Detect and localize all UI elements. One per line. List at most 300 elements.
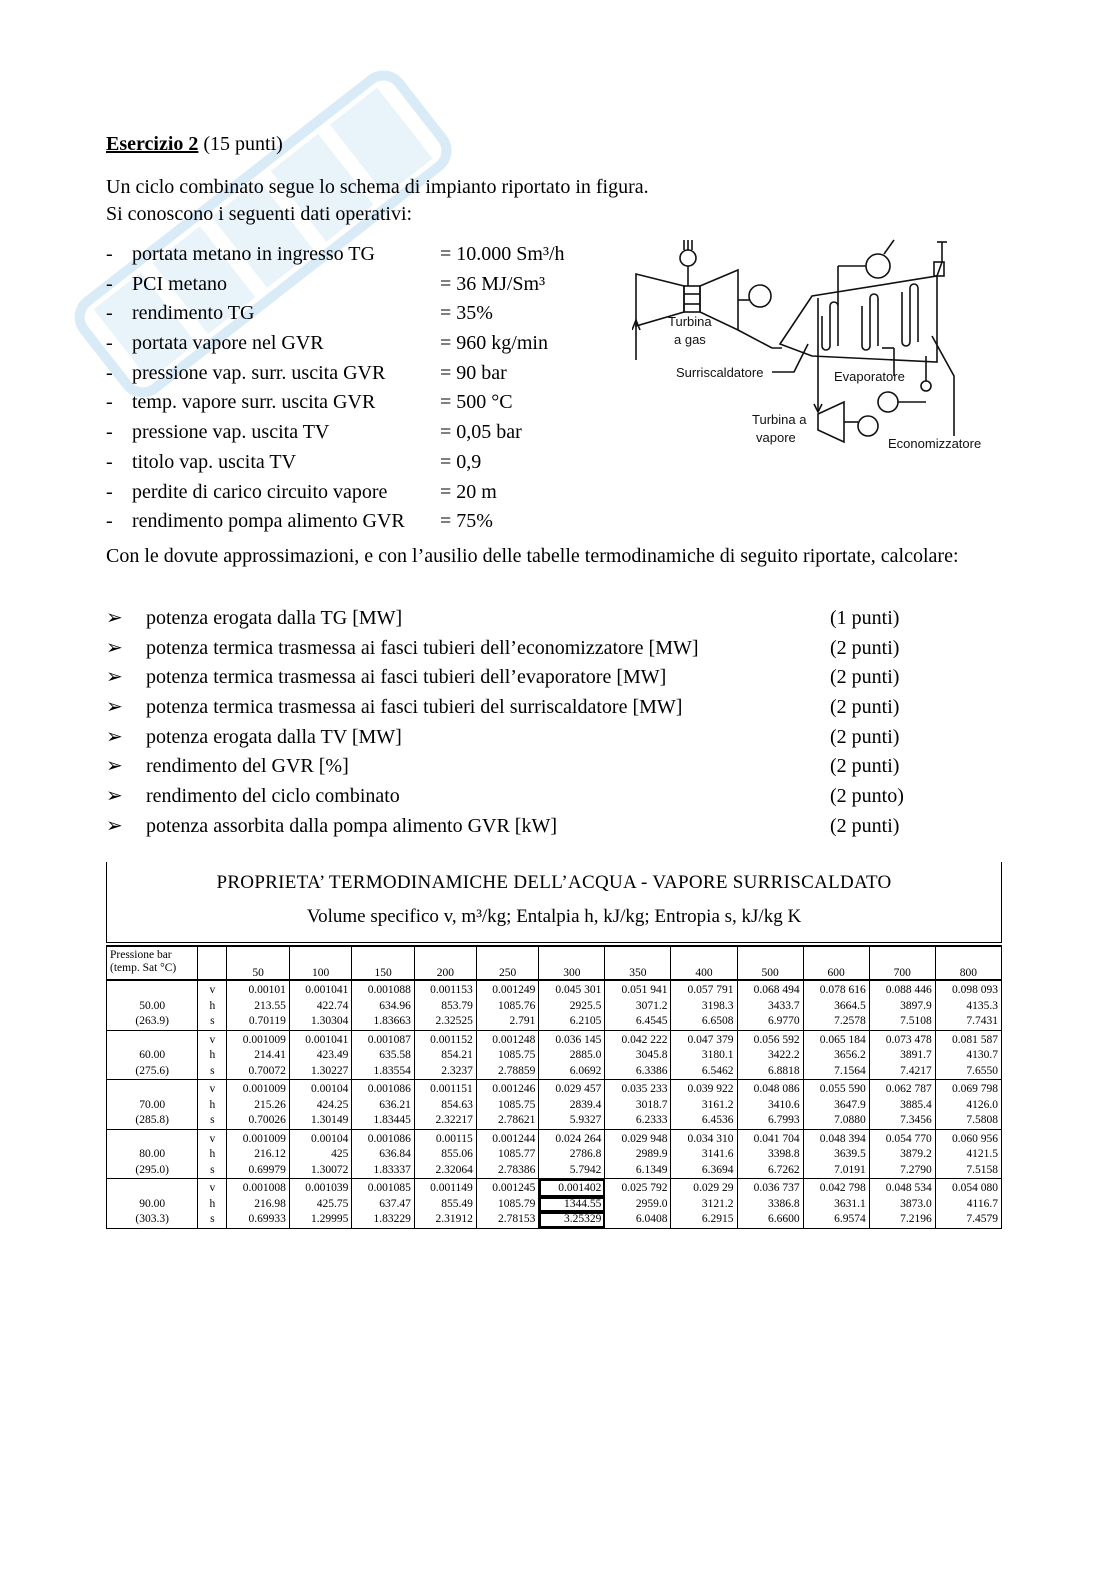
table-cell: 5.7942	[539, 1163, 605, 1179]
table-cell: 0.045 301	[539, 980, 605, 999]
steam-drum	[866, 254, 890, 278]
table-cell: 0.041 704	[737, 1129, 803, 1147]
table-cell: 6.1349	[605, 1163, 671, 1179]
table-cell: 7.4579	[935, 1212, 1001, 1228]
table-cell: 2.32525	[414, 1014, 476, 1030]
table-cell: 636.21	[352, 1098, 415, 1114]
table-cell: 7.4217	[869, 1064, 935, 1080]
table-cell: 0.001245	[476, 1179, 539, 1197]
table-cell: 4126.0	[935, 1098, 1001, 1114]
arrow-bullet-icon: ➢	[106, 607, 123, 629]
saturation-temp-value: (263.9)	[107, 1014, 198, 1030]
task-item	[106, 752, 926, 782]
table-cell: 855.49	[414, 1197, 476, 1213]
table-cell: 0.088 446	[869, 980, 935, 999]
task-text: potenza termica trasmessa ai fasci tubieri del surriscaldatore [MW]	[146, 696, 683, 719]
table-cell: 0.035 233	[605, 1080, 671, 1098]
quantity-label: h	[198, 1147, 227, 1163]
param-value: = 36 MJ/Sm³	[440, 272, 546, 295]
table-cell: 3018.7	[605, 1098, 671, 1114]
table-cell: 4130.7	[935, 1048, 1001, 1064]
task-points: (2 punti)	[830, 666, 900, 689]
task-text: rendimento del GVR [%]	[146, 755, 349, 778]
table-cell: 3422.2	[737, 1048, 803, 1064]
diagram-label-gas-turbine-2: a gas	[674, 332, 706, 347]
table-cell: 3897.9	[869, 999, 935, 1015]
table-row	[107, 1212, 1002, 1228]
arrow-bullet-icon: ➢	[106, 696, 123, 719]
table-cell: 1.83663	[352, 1014, 415, 1030]
table-cell: 6.5462	[671, 1064, 737, 1080]
quantity-label: s	[198, 1014, 227, 1030]
table-cell: 3639.5	[803, 1147, 869, 1163]
table-cell: 2925.5	[539, 999, 605, 1015]
steam-generator	[858, 416, 878, 436]
table-cell: 0.060 956	[935, 1129, 1001, 1147]
saturation-temp-value: (295.0)	[107, 1163, 198, 1179]
table-cell: 2.78386	[476, 1163, 539, 1179]
task-text: potenza termica trasmessa ai fasci tubieri dell’economizzatore [MW]	[146, 636, 699, 659]
saturation-temp-value: (303.3)	[107, 1212, 198, 1228]
table-cell: 2989.9	[605, 1147, 671, 1163]
table-cell: 3433.7	[737, 999, 803, 1015]
table-cell: 6.9574	[803, 1212, 869, 1228]
table-row	[107, 999, 1002, 1015]
param-value: = 75%	[440, 510, 493, 533]
quantity-label: s	[198, 1163, 227, 1179]
table-cell: 3.25329	[539, 1212, 605, 1228]
table-cell: 2.32064	[414, 1163, 476, 1179]
table-cell: 3631.1	[803, 1197, 869, 1213]
task-text: potenza assorbita dalla pompa alimento GVR [kW]	[146, 814, 557, 837]
table-cell: 1085.77	[476, 1147, 539, 1163]
table-cell: 4116.7	[935, 1197, 1001, 1213]
table-cell: 0.001041	[289, 1030, 352, 1048]
table-cell: 6.0408	[605, 1212, 671, 1228]
table-row	[107, 980, 1002, 999]
arrow-bullet-icon: ➢	[106, 814, 123, 837]
param-label: pressione vap. surr. uscita GVR	[132, 361, 386, 384]
table-cell: 2.3237	[414, 1064, 476, 1080]
table-cell: 0.001009	[227, 1030, 290, 1048]
param-label: temp. vapore surr. uscita GVR	[132, 391, 376, 414]
table-cell: 634.96	[352, 999, 415, 1015]
table-cell: 0.001086	[352, 1129, 415, 1147]
diagram-label-superheater: Surriscaldatore	[676, 365, 764, 380]
table-cell: 0.081 587	[935, 1030, 1001, 1048]
table-cell: 1.30304	[289, 1014, 352, 1030]
table-cell: 855.06	[414, 1147, 476, 1163]
table-row	[107, 1098, 1002, 1114]
table-cell: 0.001402	[539, 1179, 605, 1197]
table-cell: 0.001009	[227, 1129, 290, 1147]
table-cell: 0.001088	[352, 980, 415, 999]
page: Esercizio 2 (15 punti) Un ciclo combinato segue lo schema di impianto riportato in figura. Si conoscono i seguenti dati operativi: - portata metano in ingresso TG = 10.000 Sm³/h - PCI metano = 36 MJ/Sm³ - rendimento TG = 35% - portata vapore nel GVR = 960 kg/min - pressione vap. surr. uscita GVR = 90 bar - temp. vapore surr. uscita GVR = 500 °C - pressione vap. uscita TV = 0,05 bar - titolo vap. uscita TV = 0,9 - perdite di carico circuito vapore = 20 m - rendimento pompa alimento GVR = 75% Turbina a gas Surriscaldatore Evaporatore Turbina a vapore Economizzatore Con le dovute approssimazioni, e con l’ausilio delle tabelle termodinamiche di seguito riportate, calcolare: ➢ potenza erogata dalla TG [MW] (1 punti) ➢ potenza termica trasmessa ai fasci tubieri dell’economizzatore [MW] (2 punti) ➢ potenza termica trasmessa ai fasci tubieri dell’evaporatore [MW] (2 punti) ➢ potenza termica trasmessa ai fasci tubieri del surriscaldatore [MW] (2 punti) ➢ potenza erogata dalla TV [MW] (2 punti) ➢ rendimento del GVR [%] (2 punti) ➢ rendimento del ciclo combinato (2 punto) ➢ potenza assorbita dalla pompa alimento GVR [kW] (2 punti) PROPRIETA’ TERMODINAMICHE DELL’ACQUA - VAPORE SURRISCALDATO Volume specifico v, m³/kg; Entalpia h, kJ/kg; Entropia s, kJ/kg K Pressione bar (temp. Sat °C) 50 100 150 200 250 300 350 400 500 600 700 800 v 0.00101 0.001041 0.001088 0.001153 0.001249 0.045 301 0.051 941 0.057 791 0.068 494 0.078 616 0.088 446 0.098 093 50.00 h 213.55 422.74 634.96 853.79 1085.76 2925.5 3071.2 3198.3 3433.7 3664.5 3897.9 4135.3 (263.9) s 0.70119 1.30304 1.83663 2.32525 2.791 6.2105 6.4545 6.6508 6.9770 7.2578 7.5108 7.7431 v 0.001009 0.001041 0.001087 0.001152 0.001248 0.036 145 0.042 222 0.047 379 0.056 592 0.065 184 0.073 478 0.081 587 60.00 h 214.41 423.49 635.58 854.21 1085.75 2885.0 3045.8 3180.1 3422.2 3656.2 3891.7 4130.7 (275.6) s 0.70072 1.30227 1.83554 2.3237 2.78859 6.0692 6.3386 6.5462 6.8818 7.1564 7.4217 7.6550 v 0.001009 0.00104 0.001086 0.001151 0.001246 0.029 457 0.035 233 0.039 922 0.048 086 0.055 590 0.062 787 0.069 798 70.00 h 215.26 424.25 636.21 854.63 1085.75 2839.4 3018.7 3161.2 3410.6 3647.9 3885.4 4126.0 (285.8) s 0.70026 1.30149 1.83445 2.32217 2.78621 5.9327 6.2333 6.4536 6.7993 7.0880 7.3456 7.5808 v 0.001009 0.00104 0.001086 0.00115 0.001244 0.024 264 0.029 948 0.034 310 0.041 704 0.048 394 0.054 770 0.060 956 80.00 h 216.12 425 636.84 855.06 1085.77 2786.8 2989.9 3141.6 3398.8 3639.5 3879.2 4121.5 (295.0) s 0.69979 1.30072 1.83337 2.32064 2.78386 5.7942 6.1349 6.3694 6.7262 7.0191 7.2790 7.5158 v 0.001008 0.001039 0.001085 0.001149 0.001245 0.001402 0.025 792 0.029 29 0.036 737 0.042 798 0.048 534 0.054 080 90.00 h 216.98 425.75 637.47 855.49 1085.79 1344.55 2959.0 3121.2 3386.8 3631.1 3873.0 4116.7 (303.3) s 0.69933 1.29995 1.83229 2.31912 2.78153 3.25329 6.0408 6.2915 6.6600 6.9574 7.2196 7.4579	[0, 0, 1116, 1579]
table-cell: 1085.79	[476, 1197, 539, 1213]
param-value: = 20 m	[440, 480, 497, 503]
saturation-temp-value: (285.8)	[107, 1113, 198, 1129]
task-points: (2 punti)	[830, 636, 900, 659]
table-cell: 6.0692	[539, 1064, 605, 1080]
table-cell: 0.098 093	[935, 980, 1001, 999]
table-cell: 6.7262	[737, 1163, 803, 1179]
table-cell: 6.6600	[737, 1212, 803, 1228]
table-cell: 2885.0	[539, 1048, 605, 1064]
temperature-header: 350	[605, 946, 671, 980]
table-cell: 2839.4	[539, 1098, 605, 1114]
task-points: (2 punto)	[830, 785, 904, 808]
arrow-bullet-icon: ➢	[106, 725, 123, 748]
task-text: potenza erogata dalla TV [MW]	[146, 725, 402, 748]
table-cell: 7.5808	[935, 1113, 1001, 1129]
diagram-label-steam-turbine: Turbina a	[752, 412, 807, 427]
table-row	[107, 1129, 1002, 1147]
table-row	[107, 1048, 1002, 1064]
table-cell: 0.029 948	[605, 1129, 671, 1147]
table-cell: 216.12	[227, 1147, 290, 1163]
temperature-header: 200	[414, 946, 476, 980]
table-cell: 0.00104	[289, 1129, 352, 1147]
table-cell: 6.3386	[605, 1064, 671, 1080]
steam-properties-table	[106, 945, 1002, 1229]
table-cell: 0.078 616	[803, 980, 869, 999]
table-cell: 3879.2	[869, 1147, 935, 1163]
table-cell: 1.30149	[289, 1113, 352, 1129]
arrow-bullet-icon: ➢	[106, 785, 123, 808]
table-cell: 0.048 394	[803, 1129, 869, 1147]
param-value: = 500 °C	[440, 391, 513, 414]
pressure-spacer	[107, 1179, 198, 1197]
pressure-header-label: Pressione bar	[110, 949, 172, 961]
table-cell: 6.3694	[671, 1163, 737, 1179]
table-cell: 0.029 29	[671, 1179, 737, 1197]
table-cell: 2.32217	[414, 1113, 476, 1129]
table-cell: 2959.0	[605, 1197, 671, 1213]
table-cell: 424.25	[289, 1098, 352, 1114]
table-cell: 0.001249	[476, 980, 539, 999]
temperature-header: 100	[289, 946, 352, 980]
table-cell: 0.065 184	[803, 1030, 869, 1048]
table-cell: 7.2790	[869, 1163, 935, 1179]
table-cell: 6.2333	[605, 1113, 671, 1129]
param-value: = 10.000 Sm³/h	[440, 243, 565, 265]
table-cell: 4135.3	[935, 999, 1001, 1015]
table-cell: 1085.75	[476, 1098, 539, 1114]
quantity-label: v	[198, 1030, 227, 1048]
table-cell: 0.00101	[227, 980, 290, 999]
param-value: = 35%	[440, 302, 493, 325]
table-cell: 0.001087	[352, 1030, 415, 1048]
table-cell: 0.70119	[227, 1014, 290, 1030]
table-cell: 0.069 798	[935, 1080, 1001, 1098]
table-cell: 7.1564	[803, 1064, 869, 1080]
task-text: potenza termica trasmessa ai fasci tubieri dell’evaporatore [MW]	[146, 666, 667, 689]
table-cell: 6.7993	[737, 1113, 803, 1129]
quantity-label: h	[198, 1098, 227, 1114]
arrow-bullet-icon: ➢	[106, 755, 123, 778]
table-cell: 636.84	[352, 1147, 415, 1163]
table-cell: 0.054 770	[869, 1129, 935, 1147]
table-cell: 214.41	[227, 1048, 290, 1064]
table-cell: 7.0191	[803, 1163, 869, 1179]
table-cell: 854.21	[414, 1048, 476, 1064]
quantity-label: v	[198, 1129, 227, 1147]
table-cell: 0.001153	[414, 980, 476, 999]
table-cell: 6.2915	[671, 1212, 737, 1228]
table-cell: 7.5158	[935, 1163, 1001, 1179]
exercise-points: (15 punti)	[203, 133, 283, 155]
table-cell: 3161.2	[671, 1098, 737, 1114]
table-cell: 1.83445	[352, 1113, 415, 1129]
task-points: (2 punti)	[830, 725, 900, 748]
table-cell: 0.70072	[227, 1064, 290, 1080]
table-cell: 3885.4	[869, 1098, 935, 1114]
table-cell: 215.26	[227, 1098, 290, 1114]
table-cell: 1.83554	[352, 1064, 415, 1080]
quantity-label: v	[198, 1080, 227, 1098]
table-cell: 2.78859	[476, 1064, 539, 1080]
table-cell: 0.039 922	[671, 1080, 737, 1098]
table-cell: 0.001151	[414, 1080, 476, 1098]
quantity-label: v	[198, 1179, 227, 1197]
table-cell: 3180.1	[671, 1048, 737, 1064]
table-cell: 0.073 478	[869, 1030, 935, 1048]
table-cell: 0.001248	[476, 1030, 539, 1048]
pressure-value: 60.00	[107, 1048, 198, 1064]
table-cell: 3398.8	[737, 1147, 803, 1163]
arrow-bullet-icon: ➢	[106, 636, 123, 659]
combustor	[680, 250, 696, 266]
table-cell: 7.3456	[869, 1113, 935, 1129]
param-value: = 0,05 bar	[440, 421, 522, 444]
table-cell: 637.47	[352, 1197, 415, 1213]
table-cell: 2786.8	[539, 1147, 605, 1163]
diagram-label-gas-turbine: Turbina	[668, 314, 712, 329]
gas-generator	[749, 285, 771, 307]
table-cell: 2.78153	[476, 1212, 539, 1228]
param-value: = 0,9	[440, 450, 482, 473]
task-list	[106, 604, 926, 842]
table-cell: 7.2578	[803, 1014, 869, 1030]
table-header-row	[107, 946, 1002, 980]
table-cell: 2.791	[476, 1014, 539, 1030]
table-cell: 0.036 145	[539, 1030, 605, 1048]
quantity-label: h	[198, 1048, 227, 1064]
saturation-temp-value: (275.6)	[107, 1064, 198, 1080]
table-row	[107, 1163, 1002, 1179]
table-cell: 0.062 787	[869, 1080, 935, 1098]
table-cell: 0.00115	[414, 1129, 476, 1147]
task-item	[106, 634, 926, 664]
task-points: (1 punti)	[830, 607, 900, 629]
pressure-spacer	[107, 1030, 198, 1048]
quantity-label: s	[198, 1212, 227, 1228]
temperature-header: 800	[935, 946, 1001, 980]
table-cell: 7.7431	[935, 1014, 1001, 1030]
table-cell: 0.055 590	[803, 1080, 869, 1098]
table-row	[107, 1014, 1002, 1030]
diagram-label-steam-turbine-2: vapore	[756, 430, 796, 445]
temperature-header: 300	[539, 946, 605, 980]
table-cell: 2.78621	[476, 1113, 539, 1129]
task-points: (2 punti)	[830, 814, 900, 837]
temperature-header: 600	[803, 946, 869, 980]
exercise-name: Esercizio 2	[106, 133, 199, 155]
table-cell: 0.70026	[227, 1113, 290, 1129]
temperature-header: 250	[476, 946, 539, 980]
table-cell: 425.75	[289, 1197, 352, 1213]
table-cell: 3198.3	[671, 999, 737, 1015]
temperature-header: 700	[869, 946, 935, 980]
table-cell: 6.9770	[737, 1014, 803, 1030]
param-label: PCI metano	[132, 272, 227, 295]
table-cell: 3121.2	[671, 1197, 737, 1213]
table-cell: 7.5108	[869, 1014, 935, 1030]
table-cell: 6.2105	[539, 1014, 605, 1030]
pressure-value: 50.00	[107, 999, 198, 1015]
quantity-label: s	[198, 1113, 227, 1129]
table-cell: 0.001246	[476, 1080, 539, 1098]
table-cell: 0.051 941	[605, 980, 671, 999]
param-label: rendimento TG	[132, 302, 255, 325]
task-item	[106, 604, 926, 634]
quantity-header	[198, 946, 227, 980]
temperature-header: 500	[737, 946, 803, 980]
pressure-header	[107, 946, 198, 980]
table-cell: 213.55	[227, 999, 290, 1015]
table-cell: 0.001085	[352, 1179, 415, 1197]
diagram-label-economizer: Economizzatore	[888, 436, 982, 451]
pressure-value: 90.00	[107, 1197, 198, 1213]
table-cell: 0.034 310	[671, 1129, 737, 1147]
table-cell: 0.69933	[227, 1212, 290, 1228]
table-cell: 3410.6	[737, 1098, 803, 1114]
task-points: (2 punti)	[830, 755, 900, 778]
table-cell: 425	[289, 1147, 352, 1163]
table-cell: 0.001009	[227, 1080, 290, 1098]
param-label: perdite di carico circuito vapore	[132, 480, 388, 503]
table-cell: 422.74	[289, 999, 352, 1015]
steam-turbine	[818, 402, 844, 442]
table-cell: 6.4536	[671, 1113, 737, 1129]
task-text: potenza erogata dalla TG [MW]	[146, 607, 403, 629]
question-text: Con le dovute approssimazioni, e con l’ausilio delle tabelle termodinamiche di seguito riportate, calcolare:	[106, 545, 959, 567]
table-cell: 635.58	[352, 1048, 415, 1064]
table-cell: 0.057 791	[671, 980, 737, 999]
table-subtitle: Volume specifico v, m³/kg; Entalpia h, kJ/kg; Entropia s, kJ/kg K	[306, 906, 802, 927]
param-label: titolo vap. uscita TV	[132, 450, 297, 473]
temperature-header: 50	[227, 946, 290, 980]
table-cell: 3386.8	[737, 1197, 803, 1213]
table-cell: 423.49	[289, 1048, 352, 1064]
table-cell: 1.83337	[352, 1163, 415, 1179]
table-cell: 5.9327	[539, 1113, 605, 1129]
plant-diagram	[632, 236, 994, 458]
pressure-value: 80.00	[107, 1147, 198, 1163]
pressure-value: 70.00	[107, 1098, 198, 1114]
task-item	[106, 693, 926, 723]
table-row	[107, 1113, 1002, 1129]
feed-pump	[878, 392, 898, 412]
task-points: (2 punti)	[830, 696, 900, 719]
table-cell: 1.30072	[289, 1163, 352, 1179]
quantity-label: s	[198, 1064, 227, 1080]
table-cell: 0.001244	[476, 1129, 539, 1147]
table-cell: 3664.5	[803, 999, 869, 1015]
table-cell: 0.036 737	[737, 1179, 803, 1197]
param-value: = 90 bar	[440, 361, 507, 384]
table-cell: 3045.8	[605, 1048, 671, 1064]
arrow-bullet-icon: ➢	[106, 666, 123, 689]
table-cell: 0.042 798	[803, 1179, 869, 1197]
pressure-spacer	[107, 1129, 198, 1147]
table-cell: 3647.9	[803, 1098, 869, 1114]
table-cell: 216.98	[227, 1197, 290, 1213]
table-cell: 854.63	[414, 1098, 476, 1114]
quantity-label: v	[198, 980, 227, 999]
param-value: = 960 kg/min	[440, 332, 548, 355]
table-cell: 6.4545	[605, 1014, 671, 1030]
table-cell: 1.29995	[289, 1212, 352, 1228]
param-label: rendimento pompa alimento GVR	[132, 510, 405, 533]
table-cell: 0.024 264	[539, 1129, 605, 1147]
saturation-temp-header-label: (temp. Sat °C)	[110, 962, 177, 974]
table-cell: 0.029 457	[539, 1080, 605, 1098]
table-cell: 0.068 494	[737, 980, 803, 999]
table-cell: 3656.2	[803, 1048, 869, 1064]
table-cell: 0.001149	[414, 1179, 476, 1197]
table-cell: 1344.55	[539, 1197, 605, 1213]
table-cell: 0.042 222	[605, 1030, 671, 1048]
table-cell: 0.00104	[289, 1080, 352, 1098]
table-caption-box	[106, 862, 1002, 943]
task-text: rendimento del ciclo combinato	[146, 785, 400, 808]
table-row	[107, 1080, 1002, 1098]
table-cell: 6.6508	[671, 1014, 737, 1030]
table-cell: 0.054 080	[935, 1179, 1001, 1197]
table-cell: 0.001086	[352, 1080, 415, 1098]
table-cell: 2.31912	[414, 1212, 476, 1228]
table-cell: 0.025 792	[605, 1179, 671, 1197]
table-cell: 0.056 592	[737, 1030, 803, 1048]
table-cell: 1.83229	[352, 1212, 415, 1228]
task-item	[106, 663, 926, 693]
table-cell: 6.8818	[737, 1064, 803, 1080]
exercise-title	[106, 133, 283, 156]
table-row	[107, 1064, 1002, 1080]
param-label: pressione vap. uscita TV	[132, 421, 330, 444]
table-cell: 0.69979	[227, 1163, 290, 1179]
temperature-header: 400	[671, 946, 737, 980]
table-cell: 0.001152	[414, 1030, 476, 1048]
table-cell: 1085.75	[476, 1048, 539, 1064]
table-cell: 1085.76	[476, 999, 539, 1015]
intro-line: Un ciclo combinato segue lo schema di impianto riportato in figura.	[106, 176, 649, 198]
table-cell: 3873.0	[869, 1197, 935, 1213]
table-cell: 0.047 379	[671, 1030, 737, 1048]
intro-line: Si conoscono i seguenti dati operativi:	[106, 203, 413, 225]
table-cell: 0.001008	[227, 1179, 290, 1197]
param-label: portata vapore nel GVR	[132, 332, 324, 355]
table-cell: 853.79	[414, 999, 476, 1015]
table-cell: 7.0880	[803, 1113, 869, 1129]
pressure-spacer	[107, 1080, 198, 1098]
param-label: portata metano in ingresso TG	[132, 243, 375, 265]
table-cell: 3071.2	[605, 999, 671, 1015]
table-row	[107, 1147, 1002, 1163]
intro-text	[106, 174, 649, 228]
task-item	[106, 812, 926, 842]
